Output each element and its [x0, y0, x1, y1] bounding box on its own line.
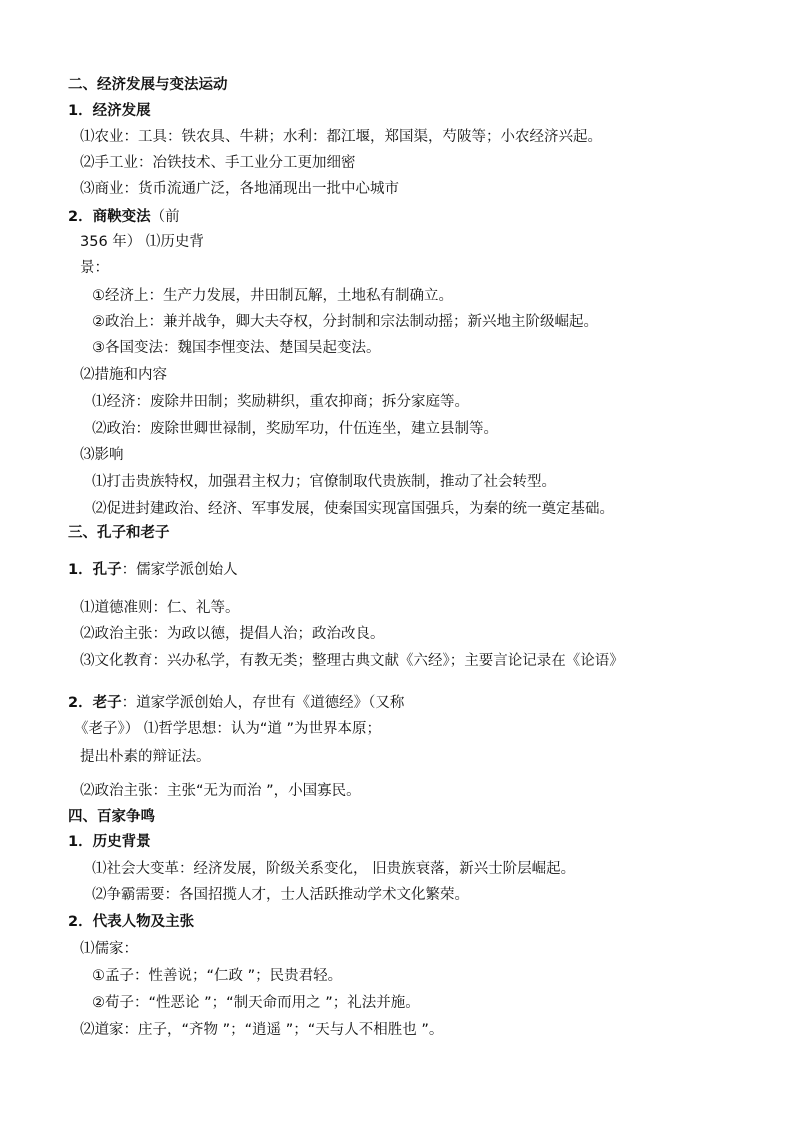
background-politics: ②政治上：兼并战争，卿大夫夺权，分封制和宗法制动摇；新兴地主阶级崛起。 — [92, 314, 598, 330]
subheading-shang-yang-reform — [68, 208, 180, 226]
background-hegemony: ⑵争霸需要：各国招揽人才，士人活跃推动学术文化繁荣。 — [92, 887, 469, 903]
laozi-dialectics: 提出朴素的辩证法。 — [80, 749, 211, 765]
subheading-confucius — [68, 561, 238, 579]
confucius-education: ⑶文化教育：兴办私学，有教无类；整理古典文献《六经》；主要言论记录在《论语》 — [80, 653, 624, 669]
laozi-politics: ⑵政治主张：主张“无为而治 ”，小国寡民。 — [80, 783, 361, 799]
section-heading-confucius-laozi: 三、孔子和老子 — [68, 525, 170, 541]
item-agriculture: ⑴农业：工具：铁农具、牛耕；水利：都江堰，郑国渠，芍陂等；小农经济兴起。 — [80, 129, 602, 145]
laozi-title: 2．老子 — [68, 695, 122, 711]
confucius-politics: ⑵政治主张：为政以德，提倡人治；政治改良。 — [80, 626, 385, 642]
impact-item-1: ⑴打击贵族特权，加强君主权力；官僚制取代贵族制，推动了社会转型。 — [92, 474, 556, 490]
measure-economy: ⑴经济：废除井田制；奖励耕织，重农抑商；拆分家庭等。 — [92, 394, 469, 410]
confucius-morality: ⑴道德准则：仁、礼等。 — [80, 600, 240, 616]
confucius-description: ：儒家学派创始人 — [121, 562, 238, 578]
subheading-shang-yang-date-open: （前 — [150, 209, 180, 225]
shang-yang-background-label: 景： — [80, 260, 109, 276]
background-social-change: ⑴社会大变革：经济发展，阶级关系变化， 旧贵族衰落，新兴士阶层崛起。 — [92, 861, 576, 877]
xunzi-item: ②荀子：“性恶论 ”；“制天命而用之 ”；礼法并施。 — [92, 995, 420, 1011]
subheading-shang-yang-title: 2．商鞅变法 — [68, 209, 151, 225]
impact-item-2: ⑵促进封建政治、经济、军事发展，使秦国实现富国强兵，为秦的统一奠定基础。 — [92, 501, 614, 517]
daoist-school-item: ⑵道家：庄子，“齐物 ”；“逍遥 ”；“天与人不相胜也 ”。 — [80, 1022, 444, 1038]
impact-heading: ⑶影响 — [80, 447, 124, 463]
confucius-title: 1．孔子 — [68, 562, 122, 578]
section-heading-hundred-schools: 四、百家争鸣 — [68, 809, 155, 825]
measures-heading: ⑵措施和内容 — [80, 367, 167, 383]
background-reforms: ③各国变法：魏国李悝变法、楚国吴起变法。 — [92, 340, 381, 356]
mencius-item: ①孟子：性善说；“仁政 ”；民贵君轻。 — [92, 968, 343, 984]
laozi-philosophy: 《老子》） ⑴哲学思想：认为“道 ”为世界本原； — [74, 721, 381, 737]
measure-politics: ⑵政治：废除世卿世禄制，奖励军功，什伍连坐，建立县制等。 — [92, 421, 498, 437]
background-economy: ①经济上：生产力发展，井田制瓦解，土地私有制确立。 — [92, 288, 453, 304]
shang-yang-date-continued: 356 年） ⑴历史背 — [80, 234, 204, 250]
item-commerce: ⑶商业：货币流通广泛，各地涌现出一批中心城市 — [80, 181, 399, 197]
subheading-historical-background: 1．历史背景 — [68, 834, 151, 850]
laozi-description: ：道家学派创始人，存世有《道德经》（又称 — [121, 695, 405, 711]
subheading-economic-development: 1．经济发展 — [68, 103, 151, 119]
subheading-laozi — [68, 694, 404, 712]
subheading-representatives: 2．代表人物及主张 — [68, 914, 195, 930]
section-heading-economy-reform: 二、经济发展与变法运动 — [68, 77, 228, 93]
item-handicraft: ⑵手工业：冶铁技术、手工业分工更加细密 — [80, 155, 356, 171]
confucian-school-label: ⑴儒家： — [80, 941, 138, 957]
